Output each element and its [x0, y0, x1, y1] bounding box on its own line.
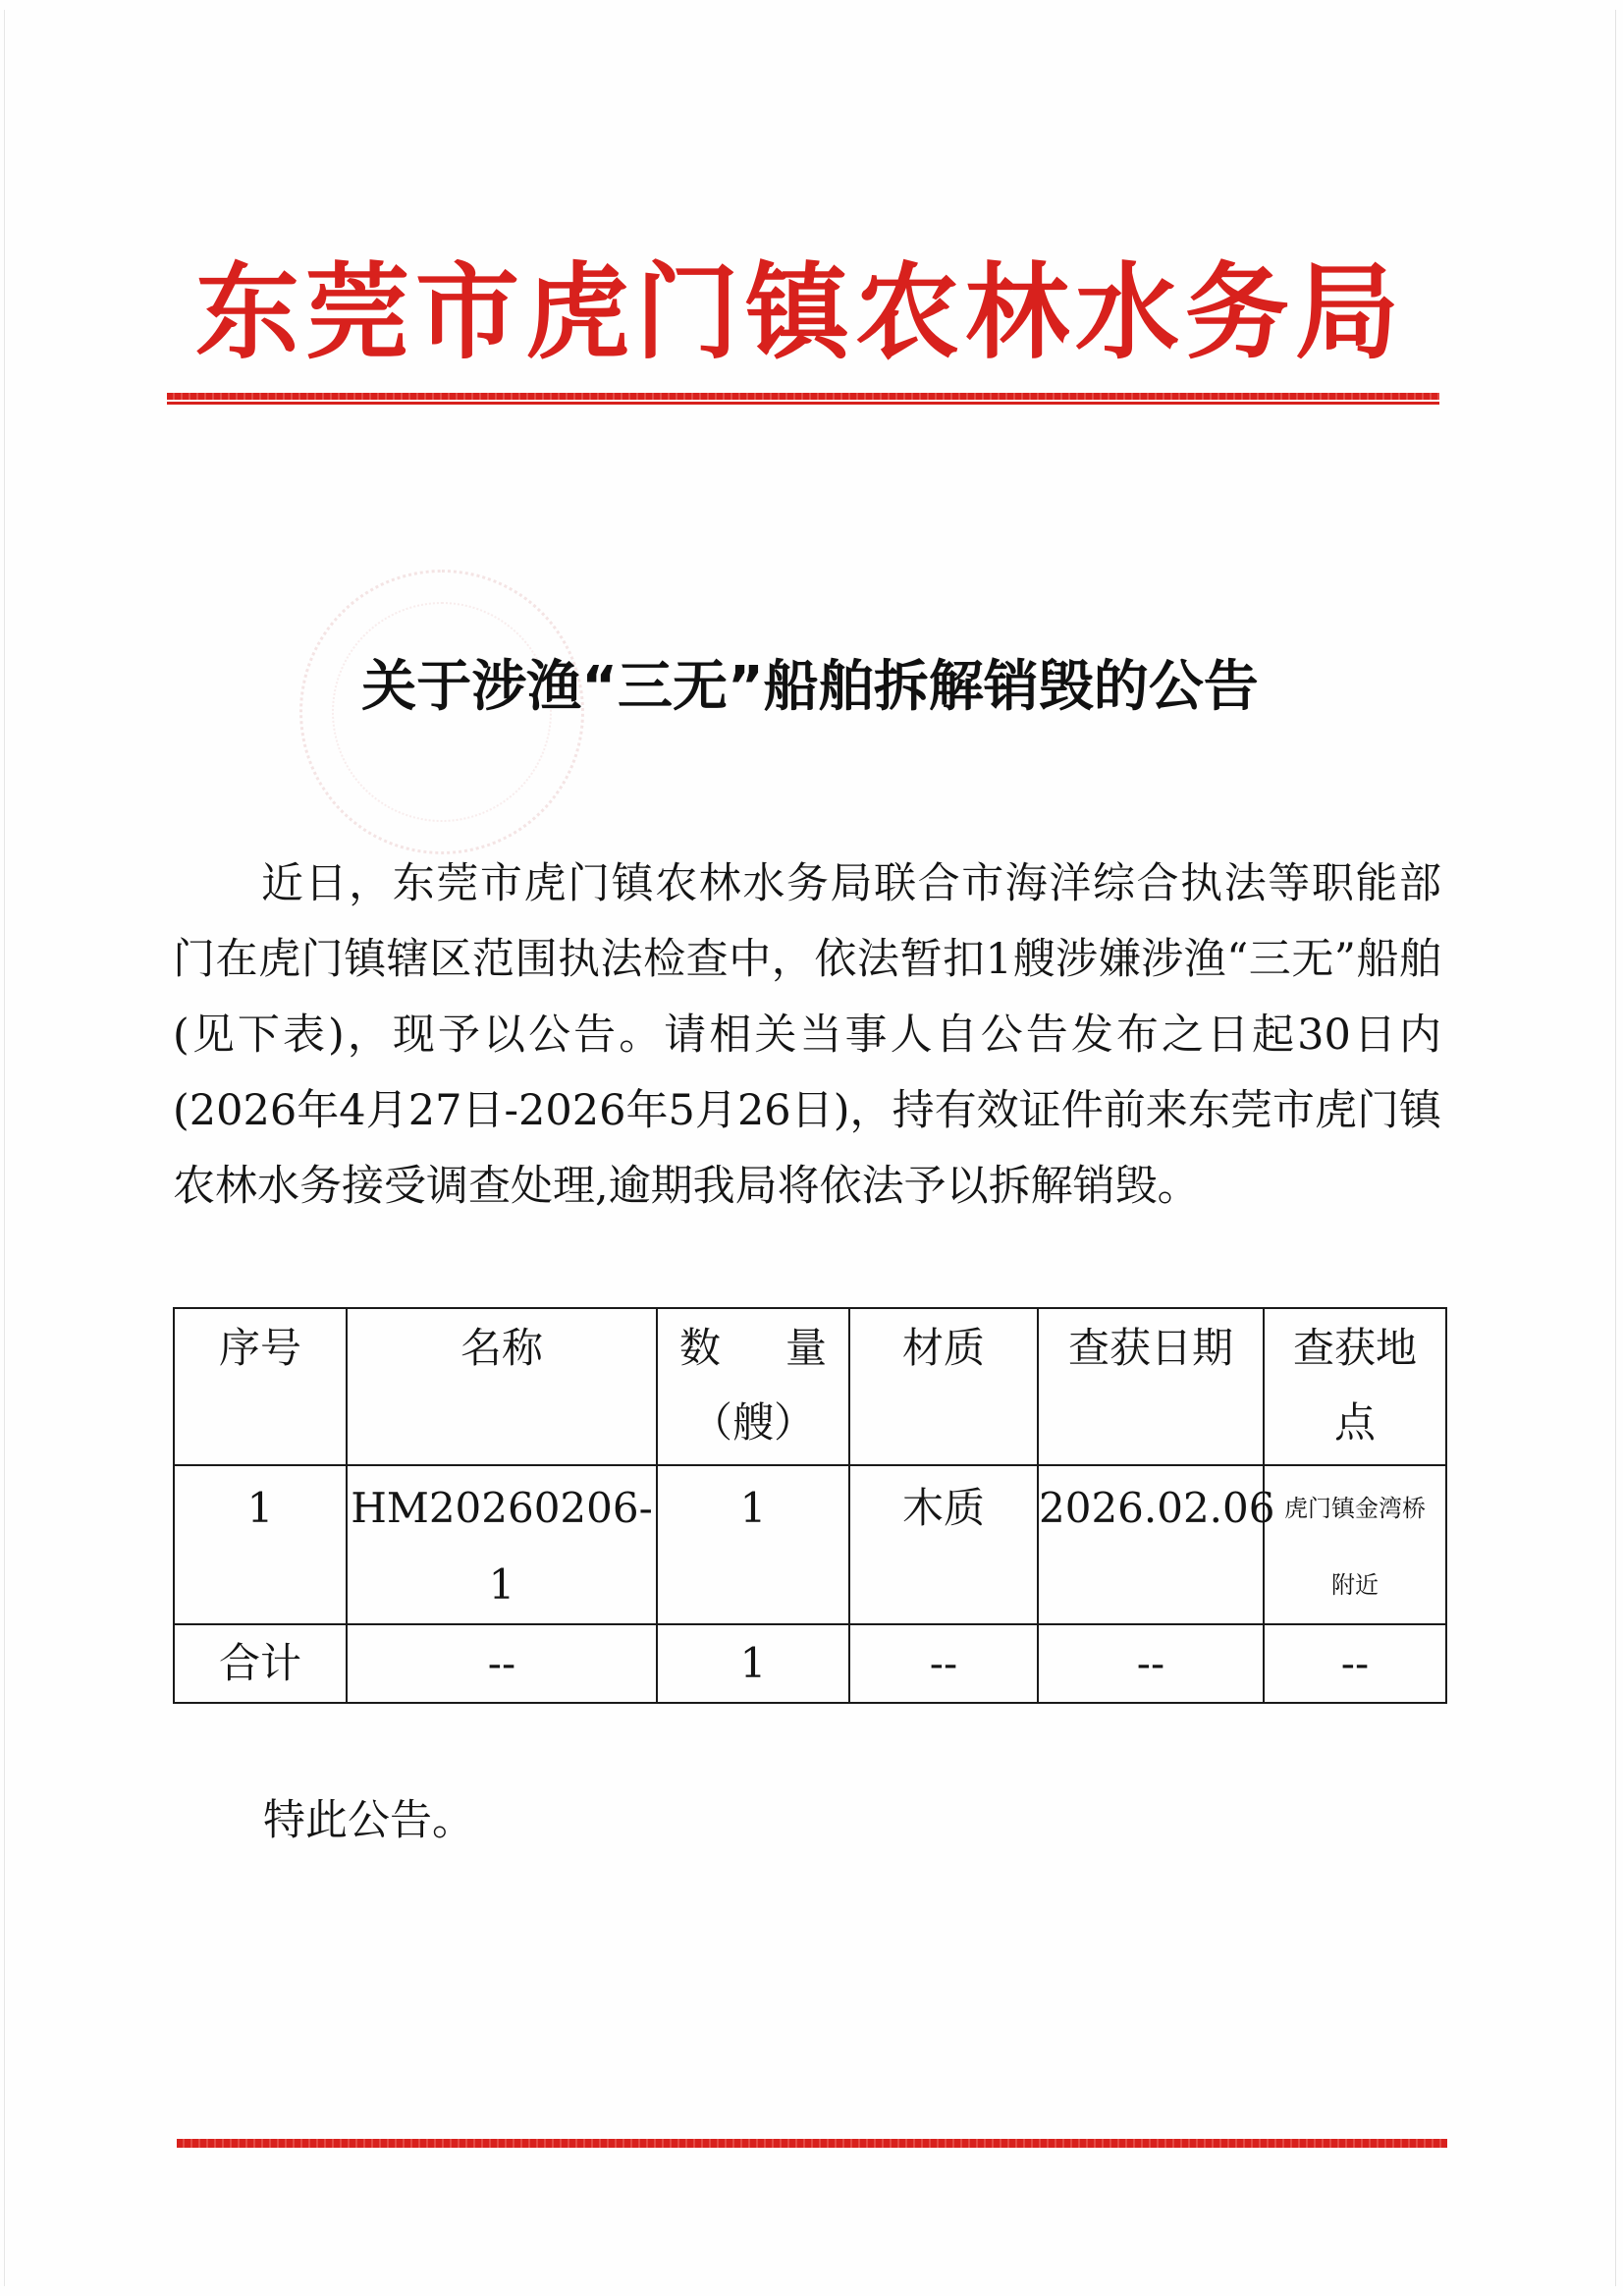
header-quantity-label	[658, 1311, 848, 1386]
footer-red-rule	[177, 2139, 1447, 2148]
closing-line: 特此公告。	[263, 1796, 474, 1845]
header-red-rule-thin	[167, 402, 1439, 405]
table-row	[174, 1465, 1446, 1624]
seized-vessel-table	[173, 1307, 1447, 1704]
cell-location-line-1: 虎门镇金湾桥	[1284, 1495, 1426, 1522]
header-red-rule	[167, 393, 1439, 400]
header-quantity-char-a: 数	[679, 1324, 722, 1372]
total-label: 合计	[174, 1624, 347, 1703]
header-index: 序号	[174, 1308, 347, 1465]
header-location-line-2: 点	[1333, 1398, 1376, 1447]
cell-quantity: 1	[657, 1465, 849, 1624]
header-name: 名称	[347, 1308, 657, 1465]
table-header-row	[174, 1308, 1446, 1465]
notice-title: 关于涉渔“三无”船舶拆解销毁的公告	[361, 655, 1259, 719]
total-location: --	[1264, 1624, 1446, 1703]
cell-date: 2026.02.06	[1038, 1465, 1264, 1624]
header-quantity	[657, 1308, 849, 1465]
header-date: 查获日期	[1038, 1308, 1264, 1465]
header-quantity-unit: （艘）	[690, 1398, 815, 1447]
notice-body: 近日，东莞市虎门镇农林水务局联合市海洋综合执法等职能部门在虎门镇辖区范围执法检查中，依法暂扣1艘涉嫌涉渔“三无”船舶(见下表)，现予以公告。请相关当事人自公告发布之日起30日内(2026年4月27日-2026年5月26日)，持有效证件前来东莞市虎门镇农林水务接受调查处理,逾期我局将依法予以拆解销毁。	[173, 859, 1441, 1211]
header-location	[1264, 1308, 1446, 1465]
cell-location	[1264, 1465, 1446, 1624]
header-location-line-1: 查获地	[1292, 1324, 1417, 1372]
total-material: --	[849, 1624, 1038, 1703]
total-name: --	[347, 1624, 657, 1703]
header-material: 材质	[849, 1308, 1038, 1465]
cell-material: 木质	[849, 1465, 1038, 1624]
cell-location-line-2: 附近	[1331, 1571, 1379, 1599]
agency-header: 东莞市虎门镇农林水务局	[195, 250, 1405, 373]
table-total-row	[174, 1624, 1446, 1703]
total-quantity: 1	[657, 1624, 849, 1703]
cell-name: HM20260206-1	[347, 1465, 657, 1624]
total-date: --	[1038, 1624, 1264, 1703]
header-quantity-char-b: 量	[784, 1324, 827, 1372]
cell-index: 1	[174, 1465, 347, 1624]
